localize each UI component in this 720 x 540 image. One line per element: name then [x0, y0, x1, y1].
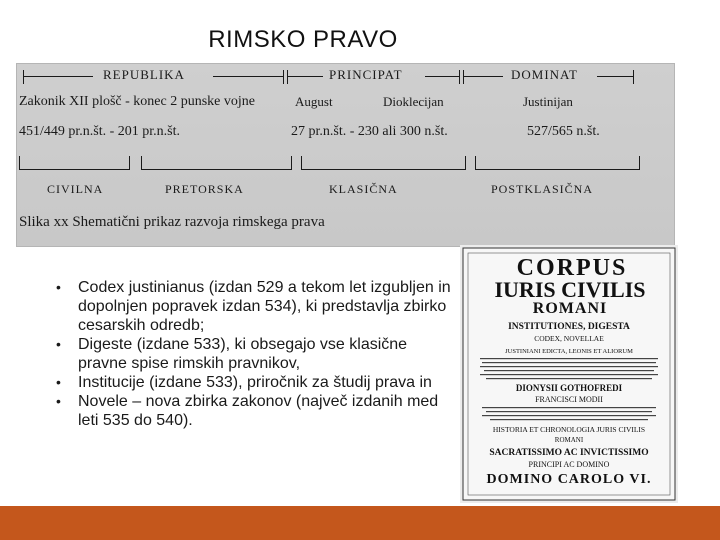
bracket-line: [141, 169, 291, 170]
corpus-line-6: JUSTINIANI EDICTA, LEONIS ET ALIORUM: [505, 348, 633, 355]
bracket-line: [213, 76, 283, 77]
bracket-line: [463, 76, 503, 77]
roman-law-timeline-scheme: [16, 63, 675, 247]
corpus-line-1: CORPUS: [516, 255, 628, 281]
corpus-line-11: SACRATISSIMO AC INVICTISSIMO: [489, 448, 649, 458]
bracket-tick: [129, 156, 130, 170]
event-republika: Zakonik XII plošč - konec 2 punske vojne: [19, 94, 255, 109]
bracket-tick: [465, 156, 466, 170]
period-principat: PRINCIPAT: [329, 67, 403, 82]
bracket-line: [287, 76, 323, 77]
footer-bar: [0, 506, 720, 540]
corpus-line-5: CODEX, NOVELLAE: [534, 334, 604, 343]
bracket-tick: [459, 70, 460, 84]
corpus-line-8: FRANCISCI MODII: [535, 395, 603, 404]
phase-pretorska: PRETORSKA: [165, 182, 244, 196]
bracket-tick: [283, 70, 284, 84]
list-item: • Novele – nova zbirka zakonov (največ izdanih med leti 535 do 540).: [56, 392, 451, 430]
bracket-tick: [287, 70, 288, 84]
corpus-juris-civilis-title-page-image: [460, 245, 678, 503]
bracket-tick: [301, 156, 302, 170]
dates-republika: 451/449 pr.n.št. - 201 pr.n.št.: [19, 124, 181, 139]
event-august: August: [295, 94, 333, 109]
corpus-line-12: PRINCIPI AC DOMINO: [528, 460, 610, 469]
dates-dominat: 527/565 n.št.: [527, 124, 600, 139]
corpus-line-4: INSTITUTIONES, DIGESTA: [508, 322, 630, 332]
corpus-line-2: IURIS CIVILIS: [494, 277, 646, 302]
bracket-tick: [19, 156, 20, 170]
bracket-tick: [639, 156, 640, 170]
bracket-line: [425, 76, 459, 77]
event-justinijan: Justinijan: [523, 94, 573, 109]
bullet-list: [56, 278, 451, 430]
phase-postklasicna: POSTKLASIČNA: [491, 182, 594, 196]
bracket-tick: [463, 70, 464, 84]
corpus-line-3: ROMANI: [532, 300, 608, 317]
scheme-caption: Slika xx Shematični prikaz razvoja rimskega prava: [19, 214, 325, 230]
bracket-tick: [141, 156, 142, 170]
phase-civilna: CIVILNA: [47, 182, 104, 196]
corpus-line-13: DOMINO CAROLO VI.: [486, 472, 652, 487]
event-dioklecijan: Dioklecijan: [383, 94, 444, 109]
period-republika: REPUBLIKA: [103, 67, 185, 82]
bracket-line: [23, 76, 93, 77]
bracket-line: [475, 169, 639, 170]
corpus-line-9: HISTORIA ET CHRONOLOGIA JURIS CIVILIS: [492, 425, 646, 434]
bracket-tick: [633, 70, 634, 84]
bracket-tick: [23, 70, 24, 84]
corpus-line-10: ROMANI: [554, 436, 584, 444]
list-item: • Institucije (izdane 533), priročnik za študij prava in: [56, 373, 451, 392]
period-dominat: DOMINAT: [511, 67, 578, 82]
bracket-line: [301, 169, 465, 170]
phase-klasicna: KLASIČNA: [329, 182, 398, 196]
corpus-line-7: DIONYSII GOTHOFREDI: [515, 383, 623, 393]
dates-principat: 27 pr.n.št. - 230 ali 300 n.št.: [291, 124, 448, 139]
bracket-tick: [291, 156, 292, 170]
bracket-tick: [475, 156, 476, 170]
list-item: • Digeste (izdane 533), ki obsegajo vse klasične pravne spise rimskih pravnikov,: [56, 335, 451, 373]
bracket-line: [19, 169, 129, 170]
bracket-line: [597, 76, 633, 77]
list-item: • Codex justinianus (izdan 529 a tekom let izgubljen in dopolnjen popravek izdan 534), ki predstavlja zbirko cesarskih odredb;: [56, 278, 451, 335]
slide-title: RIMSKO PRAVO: [208, 26, 398, 53]
